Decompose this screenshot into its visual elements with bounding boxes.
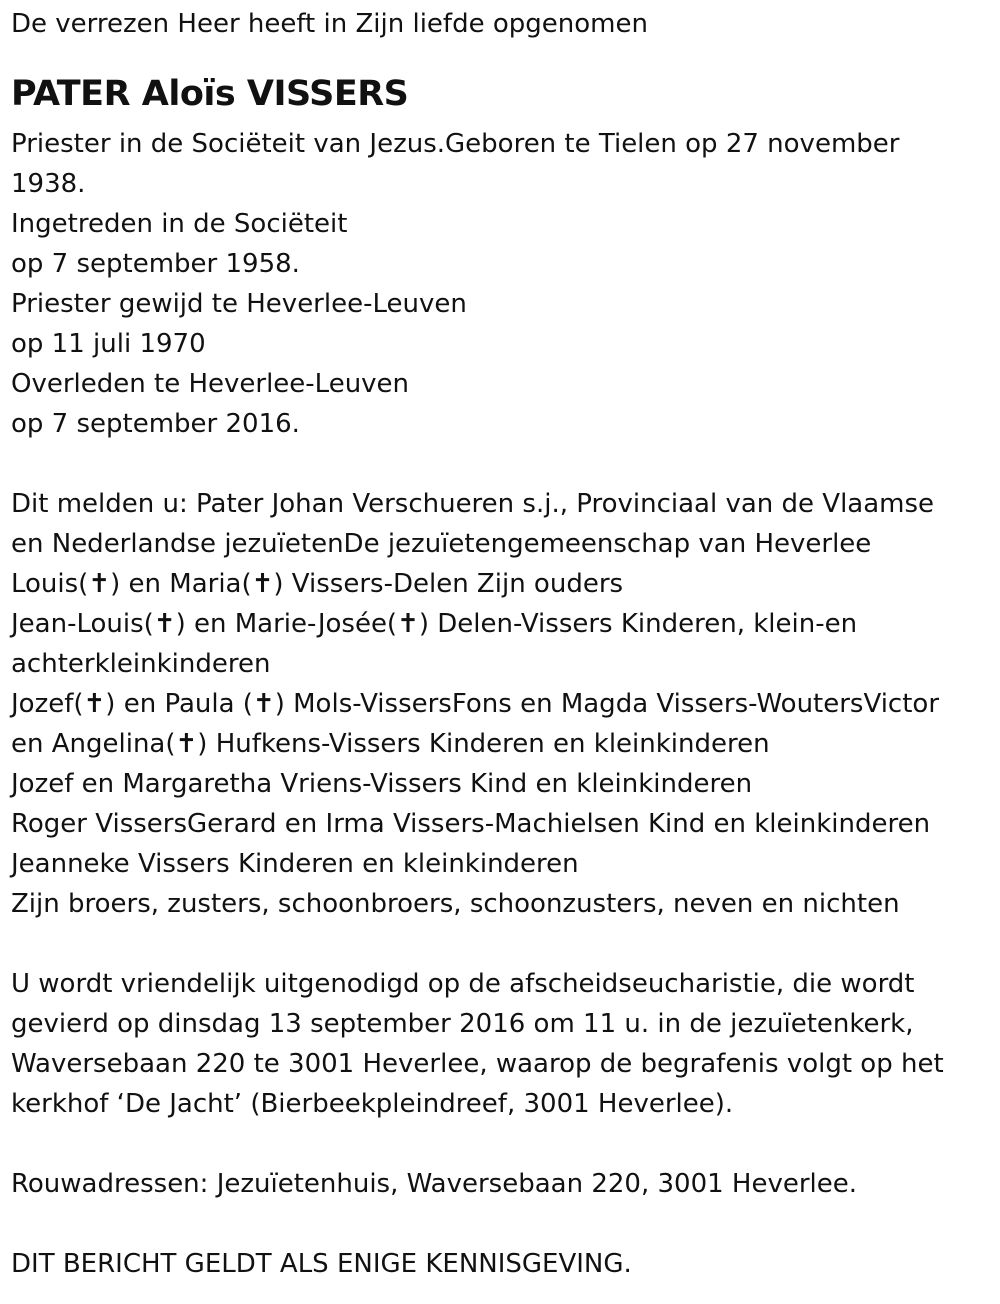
condolence-address: Rouwadressen: Jezuïetenhuis, Waversebaan 220, 3001 Heverlee.	[11, 1169, 858, 1199]
family-line: Jozef en Margaretha Vriens-Vissers Kind en kleinkinderen	[11, 769, 753, 799]
spacer	[11, 444, 991, 484]
bio-line: 1938.	[11, 169, 86, 199]
ceremony-line: U wordt vriendelijk uitgenodigd op de afscheidseucharistie, die wordt	[11, 969, 915, 999]
bio-line: Priester gewijd te Heverlee-Leuven	[11, 289, 467, 319]
family-line: en Nederlandse jezuïetenDe jezuïetengemeenschap van Heverlee	[11, 529, 872, 559]
bio-line: Ingetreden in de Sociëteit	[11, 209, 348, 239]
family-line: achterkleinkinderen	[11, 649, 271, 679]
family-section	[11, 484, 991, 924]
bio-section	[11, 124, 991, 444]
family-line: Dit melden u: Pater Johan Verschueren s.j., Provinciaal van de Vlaamse	[11, 489, 935, 519]
notice-line: DIT BERICHT GELDT ALS ENIGE KENNISGEVING.	[11, 1249, 632, 1279]
ceremony-line: gevierd op dinsdag 13 september 2016 om 11 u. in de jezuïetenkerk,	[11, 1009, 914, 1039]
ceremony-line: Waversebaan 220 te 3001 Heverlee, waarop de begrafenis volgt op het	[11, 1049, 944, 1079]
deceased-name: PATER Aloïs VISSERS	[11, 74, 409, 114]
bio-line: Overleden te Heverlee-Leuven	[11, 369, 410, 399]
bio-line: op 7 september 1958.	[11, 249, 300, 279]
obituary-notice	[11, 4, 991, 1284]
spacer	[11, 924, 991, 964]
bio-line: op 7 september 2016.	[11, 409, 300, 439]
family-line: en Angelina(✝) Hufkens-Vissers Kinderen en kleinkinderen	[11, 729, 770, 759]
family-line: Jozef(✝) en Paula (✝) Mols-VissersFons en Magda Vissers-WoutersVictor	[11, 689, 940, 719]
family-line: Roger VissersGerard en Irma Vissers-Machielsen Kind en kleinkinderen	[11, 809, 931, 839]
spacer	[11, 1204, 991, 1244]
bio-line: op 11 juli 1970	[11, 329, 206, 359]
bio-line: Priester in de Sociëteit van Jezus.Geboren te Tielen op 27 november	[11, 129, 900, 159]
family-line: Jeanneke Vissers Kinderen en kleinkinderen	[11, 849, 579, 879]
family-line: Zijn broers, zusters, schoonbroers, schoonzusters, neven en nichten	[11, 889, 900, 919]
family-line: Jean-Louis(✝) en Marie-Josée(✝) Delen-Vissers Kinderen, klein-en	[11, 609, 858, 639]
family-line: Louis(✝) en Maria(✝) Vissers-Delen Zijn ouders	[11, 569, 624, 599]
ceremony-line: kerkhof ‘De Jacht’ (Bierbeekpleindreef, 3001 Heverlee).	[11, 1089, 734, 1119]
intro-line: De verrezen Heer heeft in Zijn liefde opgenomen	[11, 9, 648, 39]
ceremony-section	[11, 964, 991, 1124]
spacer	[11, 1124, 991, 1164]
